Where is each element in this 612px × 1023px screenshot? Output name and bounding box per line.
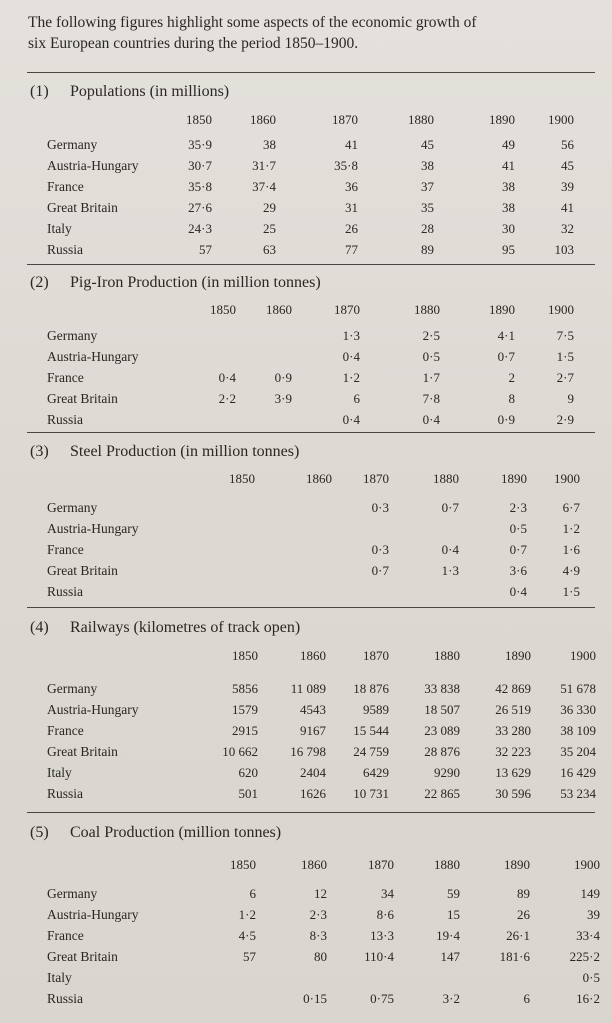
section-number: (5)	[30, 824, 49, 841]
table-cell: 0·4	[218, 370, 236, 385]
table-cell: 6	[523, 991, 530, 1006]
year-header-row	[0, 857, 612, 875]
year-header: 1890	[505, 648, 531, 663]
table-cell: 0·4	[342, 412, 360, 427]
country-name: France	[47, 928, 84, 943]
table-cell: 620	[238, 765, 258, 780]
country-name: Germany	[47, 886, 98, 901]
country-name: Italy	[47, 765, 72, 780]
table-cell: 3·9	[274, 391, 292, 406]
table-cell: 2·5	[422, 328, 440, 343]
table-cell: 10 731	[353, 786, 389, 801]
table-cell: 0·3	[371, 500, 389, 515]
table-row	[0, 765, 612, 783]
table-cell: 35·8	[188, 179, 212, 194]
table-cell: 1·7	[422, 370, 440, 385]
table-cell: 63	[263, 242, 276, 257]
table-cell: 2404	[300, 765, 326, 780]
table-row	[0, 179, 612, 197]
table-cell: 80	[314, 949, 327, 964]
table-cell: 181·6	[499, 949, 530, 964]
table-cell: 39	[587, 907, 600, 922]
country-name: Austria-Hungary	[47, 907, 139, 922]
table-cell: 13·3	[370, 928, 394, 943]
table-cell: 501	[238, 786, 258, 801]
section-divider	[27, 432, 595, 433]
table-cell: 51 678	[560, 681, 596, 696]
table-cell: 32 223	[495, 744, 531, 759]
table-cell: 49	[502, 137, 515, 152]
year-header: 1850	[186, 112, 212, 127]
table-cell: 103	[554, 242, 574, 257]
year-header-row	[0, 112, 612, 130]
table-cell: 26	[345, 221, 358, 236]
table-cell: 29	[263, 200, 276, 215]
table-cell: 57	[243, 949, 256, 964]
section-title	[30, 443, 299, 461]
table-cell: 149	[580, 886, 600, 901]
table-row	[0, 744, 612, 762]
year-header: 1870	[332, 112, 358, 127]
intro-line-2: six European countries during the period 1850–1900.	[28, 35, 359, 52]
year-header: 1890	[489, 302, 515, 317]
year-header: 1850	[232, 648, 258, 663]
year-header: 1870	[368, 857, 394, 872]
year-header-row	[0, 648, 612, 666]
table-cell: 34	[381, 886, 394, 901]
country-name: Germany	[47, 328, 98, 343]
table-cell: 57	[199, 242, 212, 257]
table-cell: 35	[421, 200, 434, 215]
table-cell: 9589	[363, 702, 389, 717]
table-cell: 9290	[434, 765, 460, 780]
table-cell: 32	[561, 221, 574, 236]
country-name: France	[47, 542, 84, 557]
table-cell: 1579	[232, 702, 258, 717]
table-cell: 0·15	[303, 991, 327, 1006]
table-cell: 11 089	[290, 681, 326, 696]
table-cell: 7·5	[556, 328, 574, 343]
year-header: 1900	[570, 648, 596, 663]
table-cell: 0·7	[441, 500, 459, 515]
table-cell: 41	[345, 137, 358, 152]
table-cell: 18 876	[353, 681, 389, 696]
table-cell: 24·3	[188, 221, 212, 236]
year-header: 1900	[554, 471, 580, 486]
section-title	[30, 83, 229, 101]
table-cell: 13 629	[495, 765, 531, 780]
year-header: 1900	[548, 112, 574, 127]
table-cell: 35·8	[334, 158, 358, 173]
table-cell: 38	[502, 179, 515, 194]
table-cell: 33 838	[424, 681, 460, 696]
country-name: Austria-Hungary	[47, 702, 139, 717]
table-cell: 2	[508, 370, 515, 385]
table-cell: 0·4	[342, 349, 360, 364]
country-name: Germany	[47, 500, 98, 515]
table-cell: 9167	[300, 723, 326, 738]
table-cell: 28 876	[424, 744, 460, 759]
table-cell: 38	[263, 137, 276, 152]
country-name: France	[47, 179, 84, 194]
country-name: Austria-Hungary	[47, 349, 139, 364]
country-name: France	[47, 723, 84, 738]
table-cell: 10 662	[222, 744, 258, 759]
table-cell: 3·6	[509, 563, 527, 578]
section-title-text: Steel Production (in million tonnes)	[70, 443, 300, 460]
year-header: 1850	[230, 857, 256, 872]
country-name: Russia	[47, 242, 84, 257]
intro-line-1: The following figures highlight some aspects of the economic growth of	[28, 14, 477, 31]
table-cell: 45	[421, 137, 434, 152]
table-cell: 1·3	[342, 328, 360, 343]
country-name: France	[47, 370, 84, 385]
year-header-row	[0, 471, 612, 489]
table-cell: 28	[421, 221, 434, 236]
year-header: 1890	[501, 471, 527, 486]
year-header: 1870	[363, 648, 389, 663]
table-cell: 6	[353, 391, 360, 406]
table-cell: 42 869	[495, 681, 531, 696]
country-name: Italy	[47, 221, 72, 236]
table-cell: 89	[517, 886, 530, 901]
table-cell: 7·8	[422, 391, 440, 406]
table-cell: 1·2	[342, 370, 360, 385]
intro-paragraph	[28, 12, 598, 54]
table-row	[0, 907, 612, 925]
table-row	[0, 521, 612, 539]
year-header: 1870	[363, 471, 389, 486]
table-cell: 33 280	[495, 723, 531, 738]
country-name: Austria-Hungary	[47, 158, 139, 173]
table-cell: 15	[447, 907, 460, 922]
table-cell: 36	[345, 179, 358, 194]
table-cell: 0·9	[497, 412, 515, 427]
table-cell: 1·5	[556, 349, 574, 364]
table-cell: 4·9	[562, 563, 580, 578]
table-cell: 147	[440, 949, 460, 964]
country-name: Great Britain	[47, 563, 118, 578]
section-title	[30, 619, 300, 637]
table-cell: 4543	[300, 702, 326, 717]
section-title	[30, 274, 321, 292]
year-header: 1860	[266, 302, 292, 317]
table-cell: 18 507	[424, 702, 460, 717]
table-cell: 25	[263, 221, 276, 236]
table-cell: 23 089	[424, 723, 460, 738]
section-title-text: Railways (kilometres of track open)	[70, 619, 301, 636]
table-cell: 1626	[300, 786, 326, 801]
table-row	[0, 949, 612, 967]
table-row	[0, 991, 612, 1009]
table-row	[0, 328, 612, 346]
table-cell: 1·2	[238, 907, 256, 922]
table-cell: 77	[345, 242, 358, 257]
year-header: 1850	[210, 302, 236, 317]
year-header-row	[0, 302, 612, 320]
table-cell: 22 865	[424, 786, 460, 801]
table-cell: 0·7	[371, 563, 389, 578]
table-cell: 5856	[232, 681, 258, 696]
table-cell: 8·3	[309, 928, 327, 943]
year-header: 1880	[408, 112, 434, 127]
section-number: (3)	[30, 443, 49, 460]
country-name: Austria-Hungary	[47, 521, 139, 536]
year-header: 1880	[434, 648, 460, 663]
table-cell: 1·6	[562, 542, 580, 557]
table-cell: 24 759	[353, 744, 389, 759]
table-cell: 0·7	[497, 349, 515, 364]
table-cell: 33·4	[576, 928, 600, 943]
table-cell: 35 204	[560, 744, 596, 759]
section-title-text: Coal Production (million tonnes)	[70, 824, 282, 841]
table-cell: 225·2	[569, 949, 600, 964]
table-cell: 39	[561, 179, 574, 194]
table-cell: 1·5	[562, 584, 580, 599]
year-header: 1890	[489, 112, 515, 127]
table-cell: 37·4	[252, 179, 276, 194]
table-row	[0, 158, 612, 176]
table-cell: 30·7	[188, 158, 212, 173]
year-header: 1860	[300, 648, 326, 663]
country-name: Great Britain	[47, 391, 118, 406]
country-name: Italy	[47, 970, 72, 985]
section-title-text: Populations (in millions)	[70, 83, 230, 100]
table-row	[0, 886, 612, 904]
table-cell: 41	[502, 158, 515, 173]
section-number: (1)	[30, 83, 49, 100]
table-cell: 37	[421, 179, 434, 194]
table-cell: 19·4	[436, 928, 460, 943]
table-row	[0, 349, 612, 367]
country-name: Great Britain	[47, 949, 118, 964]
year-header: 1860	[250, 112, 276, 127]
table-row	[0, 702, 612, 720]
table-row	[0, 970, 612, 988]
table-cell: 45	[561, 158, 574, 173]
country-name: Germany	[47, 137, 98, 152]
table-cell: 6	[249, 886, 256, 901]
table-cell: 8·6	[376, 907, 394, 922]
table-cell: 16 798	[290, 744, 326, 759]
section-number: (4)	[30, 619, 49, 636]
table-cell: 2915	[232, 723, 258, 738]
table-row	[0, 928, 612, 946]
table-row	[0, 391, 612, 409]
table-cell: 31·7	[252, 158, 276, 173]
section-divider	[27, 72, 595, 73]
table-cell: 27·6	[188, 200, 212, 215]
table-cell: 26	[517, 907, 530, 922]
table-cell: 16 429	[560, 765, 596, 780]
table-row	[0, 563, 612, 581]
country-name: Germany	[47, 681, 98, 696]
section-divider	[27, 607, 595, 608]
table-cell: 1·2	[562, 521, 580, 536]
table-cell: 38	[502, 200, 515, 215]
section-divider	[27, 264, 595, 265]
table-cell: 53 234	[560, 786, 596, 801]
table-cell: 0·75	[370, 991, 394, 1006]
table-cell: 0·5	[582, 970, 600, 985]
table-cell: 31	[345, 200, 358, 215]
table-row	[0, 723, 612, 741]
table-cell: 36 330	[560, 702, 596, 717]
year-header: 1850	[229, 471, 255, 486]
year-header: 1890	[504, 857, 530, 872]
table-cell: 0·4	[422, 412, 440, 427]
table-row	[0, 500, 612, 518]
country-name: Great Britain	[47, 744, 118, 759]
table-cell: 2·2	[218, 391, 236, 406]
table-cell: 1·3	[441, 563, 459, 578]
year-header: 1880	[414, 302, 440, 317]
country-name: Russia	[47, 584, 84, 599]
table-cell: 4·5	[238, 928, 256, 943]
table-cell: 35·9	[188, 137, 212, 152]
table-cell: 15 544	[353, 723, 389, 738]
table-cell: 95	[502, 242, 515, 257]
table-cell: 0·5	[509, 521, 527, 536]
table-cell: 0·7	[509, 542, 527, 557]
table-cell: 9	[567, 391, 574, 406]
table-cell: 3·2	[442, 991, 460, 1006]
table-row	[0, 200, 612, 218]
table-cell: 6·7	[562, 500, 580, 515]
country-name: Russia	[47, 412, 84, 427]
year-header: 1860	[306, 471, 332, 486]
table-cell: 38	[421, 158, 434, 173]
table-cell: 26·1	[506, 928, 530, 943]
country-name: Russia	[47, 991, 84, 1006]
table-row	[0, 786, 612, 804]
table-cell: 0·3	[371, 542, 389, 557]
table-cell: 59	[447, 886, 460, 901]
year-header: 1880	[434, 857, 460, 872]
table-cell: 4·1	[497, 328, 515, 343]
table-cell: 38 109	[560, 723, 596, 738]
table-cell: 2·7	[556, 370, 574, 385]
section-number: (2)	[30, 274, 49, 291]
table-row	[0, 681, 612, 699]
table-cell: 0·4	[509, 584, 527, 599]
year-header: 1880	[433, 471, 459, 486]
table-cell: 0·5	[422, 349, 440, 364]
table-cell: 8	[508, 391, 515, 406]
table-cell: 26 519	[495, 702, 531, 717]
table-cell: 6429	[363, 765, 389, 780]
section-divider	[27, 812, 595, 813]
year-header: 1900	[548, 302, 574, 317]
table-row	[0, 137, 612, 155]
table-cell: 30	[502, 221, 515, 236]
table-cell: 110·4	[364, 949, 394, 964]
table-cell: 89	[421, 242, 434, 257]
table-row	[0, 412, 612, 430]
section-title-text: Pig-Iron Production (in million tonnes)	[70, 274, 321, 291]
table-row	[0, 542, 612, 560]
table-cell: 30 596	[495, 786, 531, 801]
table-row	[0, 584, 612, 602]
country-name: Great Britain	[47, 200, 118, 215]
table-cell: 56	[561, 137, 574, 152]
table-cell: 41	[561, 200, 574, 215]
table-cell: 12	[314, 886, 327, 901]
year-header: 1900	[574, 857, 600, 872]
table-row	[0, 370, 612, 388]
table-row	[0, 221, 612, 239]
table-cell: 2·3	[509, 500, 527, 515]
table-row	[0, 242, 612, 260]
section-title	[30, 824, 281, 842]
year-header: 1860	[301, 857, 327, 872]
country-name: Russia	[47, 786, 84, 801]
table-cell: 0·9	[274, 370, 292, 385]
table-cell: 2·3	[309, 907, 327, 922]
table-cell: 2·9	[556, 412, 574, 427]
table-cell: 0·4	[441, 542, 459, 557]
year-header: 1870	[334, 302, 360, 317]
table-cell: 16·2	[576, 991, 600, 1006]
